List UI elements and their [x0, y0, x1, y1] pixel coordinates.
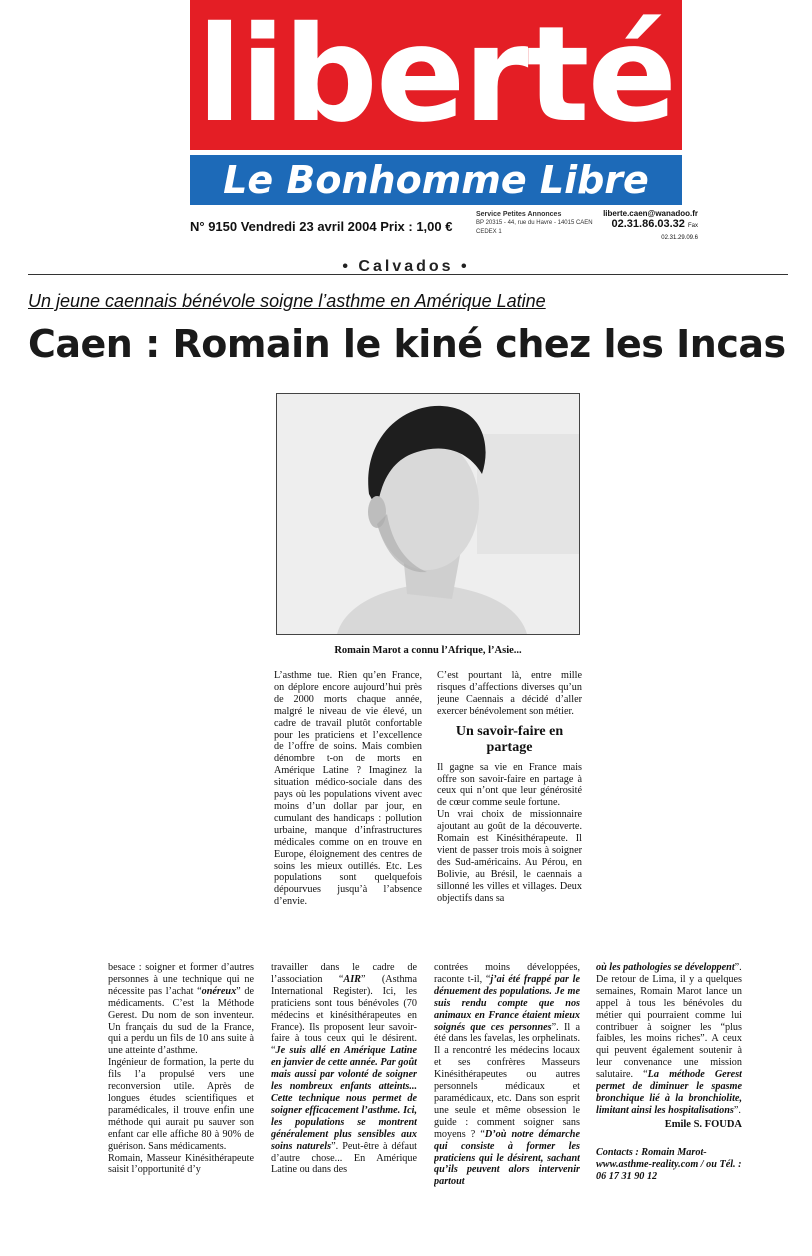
paragraph: besace : soigner et former d’autres personnes à une technique qui ne nécessite pas l’achat “onéreux” de médicaments. C’est la Méthode Gerest. Du nom de son inventeur. Un français du sud de la France, qui a perdu un fils de 10 ans suite à une atteinte d’asthme.	[108, 962, 254, 1057]
article-contacts: Contacts : Romain Marot- www.asthme-reality.com / ou Tél. : 06 17 31 90 12	[596, 1146, 742, 1182]
article-photo	[276, 393, 580, 635]
newspaper-logo: liberté	[190, 0, 682, 150]
paragraph: Romain, Masseur Kinésithérapeute saisit l’opportunité d’y	[108, 1152, 254, 1176]
paragraph: où les pathologies se développent”.	[596, 962, 742, 973]
article-signature: Emile S. FOUDA	[664, 1118, 742, 1130]
column-4	[271, 962, 417, 1230]
column-3	[108, 962, 254, 1230]
paragraph: contrées moins développées, raconte t-il, “j’ai été frappé par le dénuement des populations. Je me suis rendu compte que nos animaux en France étaient mieux soignés que ces personnes”. Il a été dans les favelas, les orphelinats. Il a rencontré les médecins locaux et ses confrères Masseurs Kinésithérapeutes ou autres personnels médicaux et paramédicaux, etc. Dans son esprit une seule et même obsession le guide : comment soigner sans moyens ? “D’où notre démarche qui consiste à former les praticiens qui le désirent, sachant qu’ils peuvent alors intervenir partout	[434, 962, 580, 1188]
paragraph: Ingénieur de formation, la perte du fils l’a propulsé vers une reconversion utile. Après de longues études scientifiques et paramédicales, il trouve enfin une méthode qui aurait pu sauver son enfant car elle affiche 80 à 90% de guérison. Sans médicaments.	[108, 1057, 254, 1152]
section-label: • Calvados •	[342, 258, 470, 275]
paragraph: Il gagne sa vie en France mais offre son savoir-faire en partage à ceux qui n’ont que leur générosité de cœur comme seule fortune.	[437, 761, 582, 809]
column-2	[437, 670, 582, 955]
paragraph: L’asthme tue. Rien qu’en France, on déplore encore aujourd’hui près de 2000 morts chaque année, malgré le niveau de vie élevé, un cadre de travail plutôt confortable pour les praticiens et l’excellence de l’offre de soins. Mais combien dénombre t-on de morts en Amérique Latine ? Imaginez la situation médico-sociale dans des pays où les populations vivent avec moins d’un dollar par jour, en cumulant des handicaps : pollution urbaine, manque d’infrastructures médicales comme on en trouve en Europe, éloignement des centres de soins les mieux outillés. Etc. Les populations sont quelquefois dépourvues jusqu’à l’absence d’envie.	[274, 670, 422, 908]
photo-caption: Romain Marot a connu l’Afrique, l’Asie...	[334, 645, 522, 656]
small-ads-info	[476, 210, 596, 237]
small-ads-title: Service Petites Annonces	[476, 211, 562, 218]
article-subhead: Un savoir-faire en partage	[455, 723, 564, 755]
paragraph: travailler dans le cadre de l’association “AIR” (Asthma International Register). Ici, les praticiens sont tous bénévoles (70 médecins et kinésithérapeutes en France). Ils proposent leur savoir-faire à tous ceux qui le désirent. “Je suis allé en Amérique Latine en janvier de cette année. Par goût mais aussi par volonté de soigner les nombreux enfants atteints... Cette technique nous permet de soigner efficacement l’asthme. Ici, les populations se montrent généralement plus sensibles aux soins naturels”. Peut-être à défaut d’autre chose... En Amérique Latine ou dans des	[271, 962, 417, 1176]
newspaper-phone: 02.31.86.03.32	[611, 218, 685, 230]
newspaper-sublogo: Le Bonhomme Libre	[190, 155, 682, 205]
column-6	[596, 962, 742, 1242]
portrait-photo	[277, 394, 579, 634]
article-headline: Caen : Romain le kiné chez les Incas	[28, 322, 786, 366]
newspaper-email: liberte.caen@wanadoo.fr	[603, 209, 698, 218]
paragraph: De retour de Lima, il y a quelques semaines, Romain Marot lance un appel à tous les bénévoles du métier qui pourraient comme lui contribuer à soigner les “plus faibles, les moins riches”. A ceux qui peuvent également soutenir à leur convenance une mission salutaire. “La méthode Gerest permet de diminuer le spasme bronchique lié à la bronchiolite, limitant ainsi les hospitalisations”.	[596, 973, 742, 1116]
newspaper-contact	[598, 209, 698, 242]
paragraph: Un vrai choix de missionnaire ajoutant au goût de la découverte. Romain est Kinésithérapeute. Il vient de passer trois mois à soigner des Sud-américains. Au Pérou, en Bolivie, au Brésil, le caennais a sillonné les villes et villages. Deux objectifs dans sa	[437, 809, 582, 904]
newspaper-fax: Fax 02.31.29.09.6	[661, 223, 698, 241]
small-ads-address: BP 20315 - 44, rue du Havre - 14015 CAEN CEDEX 1	[476, 220, 593, 235]
article-kicker: Un jeune caennais bénévole soigne l’asthme en Amérique Latine	[28, 291, 546, 311]
masthead	[190, 0, 682, 212]
column-1	[274, 670, 422, 950]
issue-info: N° 9150 Vendredi 23 avril 2004 Prix : 1,00 €	[190, 219, 453, 234]
paragraph: C’est pourtant là, entre mille risques d’affections diverses qu’un jeune Caennais a décidé d’aller exercer bénévolement son métier.	[437, 670, 582, 717]
column-5	[434, 962, 580, 1230]
